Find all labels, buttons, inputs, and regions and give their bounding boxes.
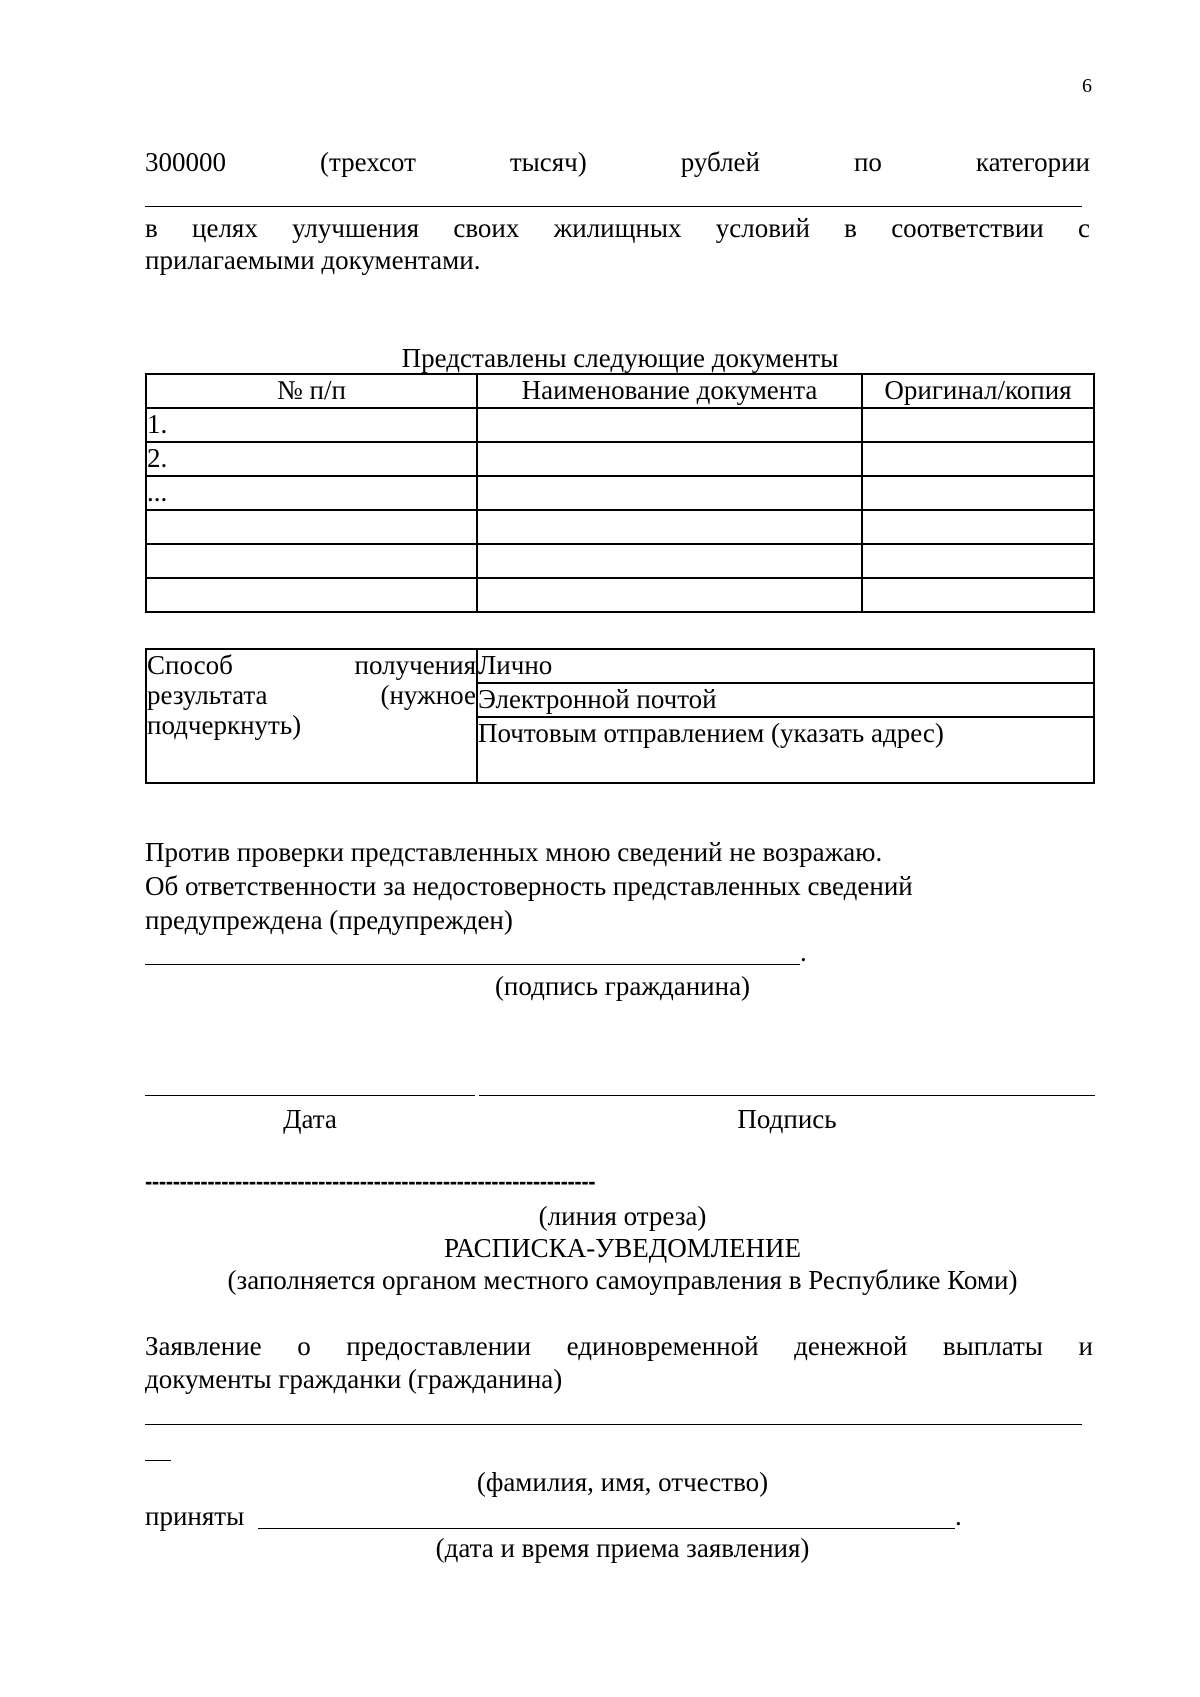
label-line: подчеркнуть) (147, 710, 302, 740)
consent-line-1: Против проверки представленных мною сведений не возражаю. (145, 837, 883, 867)
label-line: результата (нужное (147, 680, 476, 710)
document-name-cell[interactable] (477, 476, 862, 510)
label-line: Способ получения (147, 650, 476, 680)
intro-word: улучшения (292, 213, 420, 243)
document-name-cell[interactable] (477, 442, 862, 476)
accepted-datetime-line[interactable] (258, 1528, 955, 1529)
option-in-person[interactable]: Лично (477, 649, 1094, 683)
cut-line-caption: (линия отреза) (538, 1201, 707, 1231)
intro-word: соответствии (891, 213, 1044, 243)
intro-word: целях (192, 213, 258, 243)
intro-word: с (1078, 213, 1090, 243)
row-number-cell[interactable] (146, 510, 477, 544)
statement-word: о (297, 1331, 311, 1361)
option-postal-mail[interactable]: Почтовым отправлением (указать адрес) (477, 717, 1094, 783)
intro-line-1 (145, 146, 1090, 178)
result-method-label-cell (146, 649, 477, 783)
intro-word: категории (975, 147, 1090, 177)
original-copy-cell[interactable] (862, 544, 1094, 578)
option-email[interactable]: Электронной почтой (477, 683, 1094, 717)
statement-word: предоставлении (346, 1331, 532, 1361)
table-row (146, 544, 1094, 578)
column-header-original-copy: Оригинал/копия (862, 374, 1094, 408)
row-number-cell[interactable]: 2. (146, 442, 477, 476)
full-name-line[interactable] (145, 1424, 1082, 1425)
citizen-signature-line[interactable] (145, 964, 800, 965)
row-number-cell[interactable] (146, 578, 477, 612)
table-row (146, 510, 1094, 544)
full-name-line-continuation (145, 1460, 171, 1461)
intro-word: по (853, 147, 882, 177)
result-method-table (145, 648, 1095, 784)
row-number-cell[interactable] (146, 544, 477, 578)
signature-period: . (800, 937, 807, 967)
signature-label: Подпись (737, 1104, 837, 1134)
original-copy-cell[interactable] (862, 442, 1094, 476)
table-row (146, 442, 1094, 476)
intro-line-2 (145, 212, 1090, 244)
signature-line[interactable] (479, 1095, 1095, 1096)
statement-word: единовременной (566, 1331, 759, 1361)
statement-word: и (1078, 1331, 1093, 1361)
full-name-caption: (фамилия, имя, отчество) (476, 1467, 769, 1497)
intro-word: (трехсот (319, 147, 416, 177)
intro-word: тысяч) (509, 147, 587, 177)
intro-line-3: прилагаемыми документами. (145, 245, 481, 275)
intro-word: в (844, 213, 857, 243)
row-number-cell[interactable]: ... (146, 476, 477, 510)
receipt-statement-line-2: документы гражданки (гражданина) (145, 1364, 563, 1394)
intro-word: жилищных (553, 213, 682, 243)
intro-word: 300000 (145, 147, 226, 177)
accepted-period: . (955, 1501, 962, 1531)
consent-line-3: предупреждена (предупрежден) (145, 905, 513, 935)
intro-word: своих (453, 213, 520, 243)
date-line[interactable] (145, 1095, 475, 1096)
datetime-caption: (дата и время приема заявления) (435, 1533, 810, 1563)
intro-word: рублей (680, 147, 760, 177)
original-copy-cell[interactable] (862, 408, 1094, 442)
statement-word: денежной (794, 1331, 908, 1361)
row-number-cell[interactable]: 1. (146, 408, 477, 442)
statement-word: Заявление (145, 1331, 262, 1361)
document-name-cell[interactable] (477, 544, 862, 578)
table-row (146, 578, 1094, 612)
table-row (146, 408, 1094, 442)
document-name-cell[interactable] (477, 510, 862, 544)
accepted-label: приняты (145, 1501, 245, 1531)
intro-word: условий (715, 213, 810, 243)
consent-line-2: Об ответственности за недостоверность представленных сведений (145, 871, 913, 901)
original-copy-cell[interactable] (862, 476, 1094, 510)
table-row (146, 476, 1094, 510)
receipt-subtitle: (заполняется органом местного самоуправления в Республике Коми) (227, 1265, 1018, 1295)
documents-table (145, 373, 1095, 613)
table-header-row (146, 374, 1094, 408)
category-blank-line[interactable] (145, 206, 1082, 207)
receipt-title: РАСПИСКА-УВЕДОМЛЕНИЕ (443, 1233, 802, 1263)
receipt-statement-line-1 (145, 1330, 1093, 1362)
page-number: 6 (1082, 75, 1092, 97)
cut-line: ----------------------------------------------------------------- (145, 1169, 596, 1194)
column-header-number: № п/п (146, 374, 477, 408)
document-name-cell[interactable] (477, 408, 862, 442)
statement-word: выплаты (942, 1331, 1043, 1361)
date-label: Дата (283, 1104, 337, 1134)
original-copy-cell[interactable] (862, 510, 1094, 544)
citizen-signature-caption: (подпись гражданина) (494, 971, 751, 1001)
column-header-document-name: Наименование документа (477, 374, 862, 408)
intro-word: в (145, 213, 158, 243)
original-copy-cell[interactable] (862, 578, 1094, 612)
documents-table-title: Представлены следующие документы (401, 343, 839, 373)
document-name-cell[interactable] (477, 578, 862, 612)
